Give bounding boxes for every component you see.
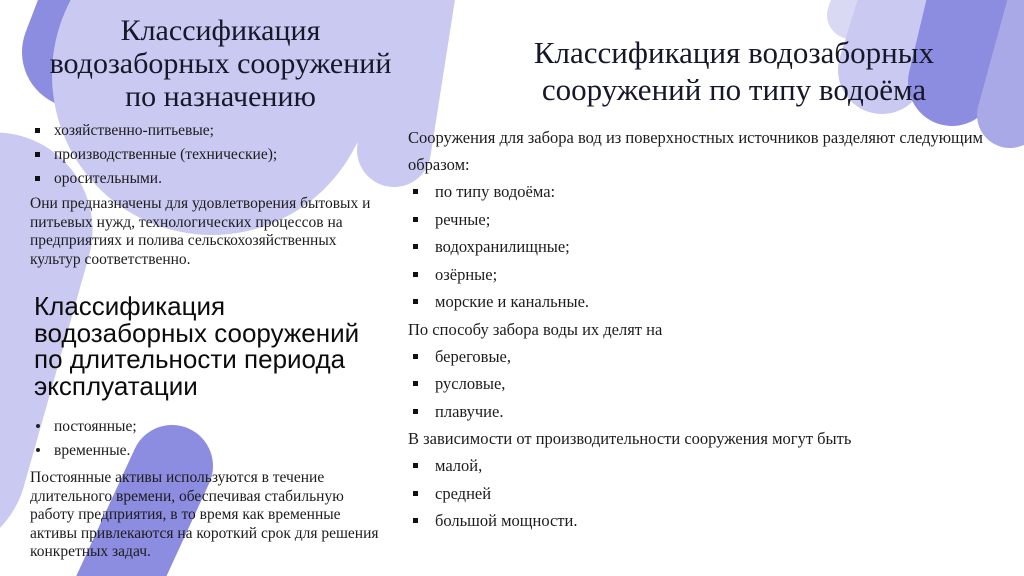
right-slide-title: [408, 34, 1020, 108]
capacity-bullet-item: средней: [408, 480, 1000, 508]
duration-section-title: [34, 293, 413, 399]
right-slide-title-lines: [448, 34, 1020, 108]
purpose-paragraph: Они предназначены для удовлетворения бытовых и питьевых нужд, технологических процессов на предприятиях и полива сельскохозяйственных культур соответственно.: [30, 195, 371, 268]
duration-bullet-list: [28, 415, 413, 463]
type-bullet-item: морские и канальные.: [408, 288, 1000, 316]
type-bullet-list: [408, 178, 1000, 316]
subtitle-line: водозаборных сооружений: [34, 317, 360, 348]
left-slide-panel: [28, 0, 413, 562]
right-slide-panel: [408, 0, 1020, 535]
duration-bullet-item: постоянные;: [28, 415, 413, 439]
capacity-bullet-list: [408, 452, 1000, 535]
method-bullet-item: береговые,: [408, 343, 1000, 371]
subtitle-line: Классификация: [34, 291, 226, 321]
type-bullet-item: по типу водоёма:: [408, 178, 1000, 206]
capacity-line: В зависимости от производительности сооружения могут быть: [408, 429, 852, 448]
method-bullet-item: плавучие.: [408, 398, 1000, 426]
duration-bullet-item: временные.: [28, 439, 413, 463]
capacity-bullet-item: малой,: [408, 452, 1000, 480]
purpose-bullet-item: хозяйственно-питьевые;: [28, 119, 413, 143]
subtitle-line: по длительности периода: [34, 344, 346, 374]
type-bullet-item: озёрные;: [408, 261, 1000, 289]
title-line: сооружений по типу водоёма: [541, 72, 927, 107]
left-slide-title: [28, 14, 413, 113]
duration-section-title-lines: [34, 293, 413, 399]
title-line: водозаборных сооружений: [49, 47, 392, 80]
title-line: Классификация: [120, 14, 321, 47]
intro-paragraph: Сооружения для забора вод из поверхностных источников разделяют следующим образом:: [408, 128, 984, 174]
purpose-bullet-item: производственные (технические);: [28, 143, 413, 167]
subtitle-line: эксплуатации: [34, 370, 198, 401]
purpose-bullet-list: [28, 119, 413, 191]
type-bullet-item: водохранилищные;: [408, 233, 1000, 261]
title-line: Классификация водозаборных: [533, 35, 935, 70]
title-line: по назначению: [125, 80, 316, 113]
left-slide-title-lines: [28, 14, 413, 113]
method-bullet-item: русловые,: [408, 370, 1000, 398]
purpose-bullet-item: оросительными.: [28, 167, 413, 191]
capacity-bullet-item: большой мощности.: [408, 507, 1000, 535]
method-line: По способу забора воды их делят на: [408, 319, 663, 339]
right-slide-body: [408, 124, 1000, 535]
type-bullet-item: речные;: [408, 206, 1000, 234]
method-bullet-list: [408, 343, 1000, 426]
duration-paragraph: Постоянные активы используются в течение длительного времени, обеспечивая стабильную работу предприятия, в то время как временные активы привлекаются на короткий срок для решения конкретных задач.: [30, 469, 379, 560]
